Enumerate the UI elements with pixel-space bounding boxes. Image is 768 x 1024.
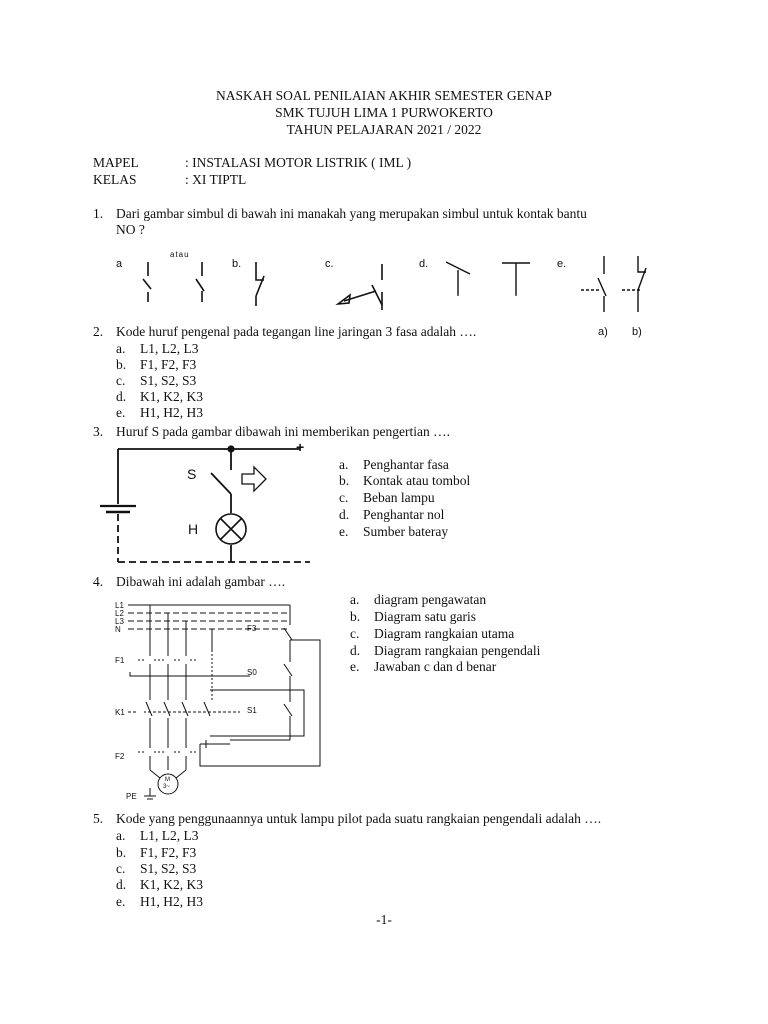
mapel-label: MAPEL	[93, 155, 139, 170]
q1-label-a: a	[116, 258, 123, 270]
q5-option-d: d. K1, K2, K3	[116, 877, 203, 892]
mapel-value: : INSTALASI MOTOR LISTRIK ( IML )	[185, 155, 412, 170]
q2-option-c: c. S1, S2, S3	[116, 373, 197, 388]
q4-option-e: e. Jawaban c dan d benar	[350, 659, 497, 674]
q4-label-m: M	[165, 777, 170, 783]
q4-label-f3: F3	[247, 624, 257, 633]
q2-option-b: b. F1, F2, F3	[116, 357, 197, 372]
q5-option-a: a. L1, L2, L3	[116, 828, 199, 843]
q4-number: 4.	[93, 574, 104, 589]
q4-label-motor: 3~	[163, 784, 170, 790]
q2-text: Kode huruf pengenal pada tegangan line jaringan 3 fasa adalah ….	[116, 324, 477, 339]
q1-sub-b: b)	[632, 326, 642, 338]
header-line-3: TAHUN PELAJARAN 2021 / 2022	[286, 122, 482, 137]
q4-label-n: N	[115, 625, 121, 634]
q4-text: Dibawah ini adalah gambar ….	[116, 574, 286, 589]
q3-diagram-s: S	[187, 466, 197, 482]
kelas-label: KELAS	[93, 172, 137, 187]
q4-label-s0: S0	[247, 668, 257, 677]
page-number: -1-	[376, 912, 392, 927]
q5-option-e: e. H1, H2, H3	[116, 894, 203, 909]
q2-option-a: a. L1, L2, L3	[116, 341, 199, 356]
q1-number: 1.	[93, 206, 104, 221]
q3-number: 3.	[93, 424, 104, 439]
q3-option-c: c. Beban lampu	[339, 490, 435, 505]
q1-text-line2: NO ?	[116, 222, 145, 237]
q3-option-b: b. Kontak atau tombol	[339, 473, 471, 488]
q4-label-k1: K1	[115, 708, 125, 717]
q1-label-d: d.	[419, 258, 429, 270]
q4-label-f2: F2	[115, 752, 125, 761]
q1-label-e: e.	[557, 258, 567, 270]
q1-label-b: b.	[232, 258, 242, 270]
q3-option-a: a. Penghantar fasa	[339, 457, 449, 472]
q4-label-l1: L1	[115, 601, 124, 610]
q4-option-a: a. diagram pengawatan	[350, 592, 487, 607]
q2-option-e: e. H1, H2, H3	[116, 405, 203, 420]
q5-text: Kode yang penggunaannya untuk lampu pilot pada suatu rangkaian pengendali adalah ….	[116, 811, 602, 826]
q2-option-d: d. K1, K2, K3	[116, 389, 203, 404]
q4-option-c: c. Diagram rangkaian utama	[350, 626, 515, 641]
q3-option-e: e. Sumber bateray	[339, 524, 449, 539]
q4-label-f1: F1	[115, 656, 125, 665]
q4-label-l2: L2	[115, 609, 124, 618]
q3-diagram-plus: +	[296, 439, 305, 455]
q1-text-line1: Dari gambar simbul di bawah ini manakah yang merupakan simbul untuk kontak bantu	[116, 206, 587, 221]
q4-label-l3: L3	[115, 617, 124, 626]
header-line-2: SMK TUJUH LIMA 1 PURWOKERTO	[275, 105, 493, 120]
kelas-value: : XI TIPTL	[185, 172, 247, 187]
q1-sub-a: a)	[598, 326, 608, 338]
q5-number: 5.	[93, 811, 104, 826]
q1-label-c: c.	[325, 258, 334, 270]
q4-option-b: b. Diagram satu garis	[350, 609, 476, 624]
q4-label-pe: PE	[126, 792, 137, 801]
header-line-1: NASKAH SOAL PENILAIAN AKHIR SEMESTER GENAP	[216, 88, 552, 103]
q3-text: Huruf S pada gambar dibawah ini memberikan pengertian ….	[116, 424, 451, 439]
q1-label-atau: atau	[170, 250, 190, 259]
q2-number: 2.	[93, 324, 104, 339]
q5-option-b: b. F1, F2, F3	[116, 845, 197, 860]
q3-option-d: d. Penghantar nol	[339, 507, 445, 522]
q5-option-c: c. S1, S2, S3	[116, 861, 197, 876]
q3-diagram-h: H	[188, 521, 199, 537]
q4-label-s1: S1	[247, 706, 257, 715]
q4-option-d: d. Diagram rangkaian pengendali	[350, 643, 541, 658]
